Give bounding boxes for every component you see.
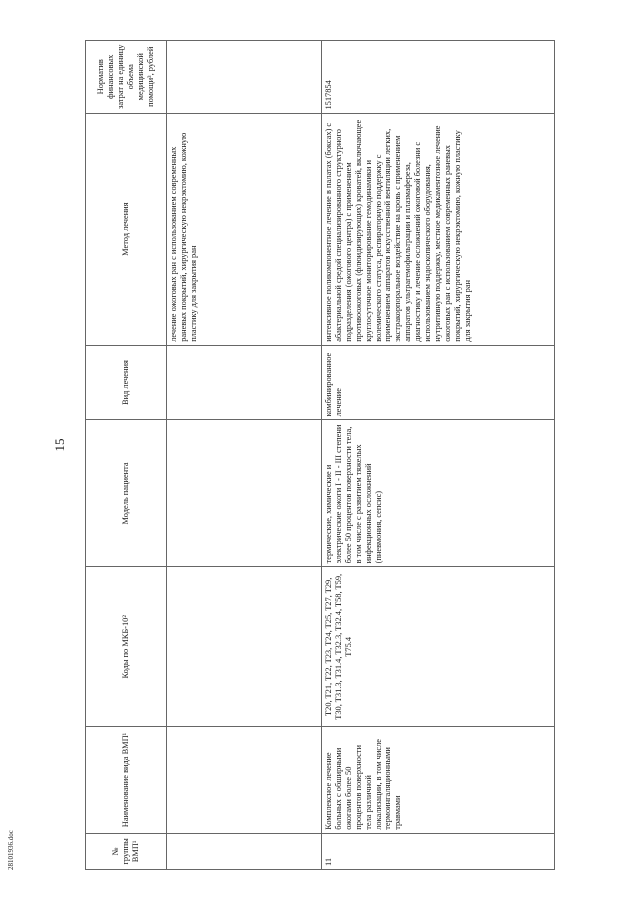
page-number: 15 <box>52 438 67 452</box>
cell-patient-model: термические, химические и электрические ожоги I - II - III степени более 50 процентов поверхности тела, в том числе с развитием тяжелых инфекционных осложнений (пневмония, сепсис) <box>322 420 555 567</box>
table-header-row <box>86 41 167 870</box>
cell-cost: 1517854 <box>322 41 555 114</box>
cell-method-continuation: лечение ожоговых ран с использованием современных раневых покрытий, хирургическую некрэктомию, кожную пластику для закрытия ран <box>167 113 322 345</box>
cell-empty <box>167 420 322 567</box>
header-codes: Коды по МКБ-10² <box>86 567 167 727</box>
header-group: № группы ВМП¹ <box>86 833 167 869</box>
cell-empty <box>167 833 322 869</box>
cell-treatment-type: комбинированное лечение <box>322 345 555 420</box>
header-cost: Норматив финансовых затрат на единицу объема медицинской помощи³, рублей <box>86 41 167 114</box>
header-treatment-type: Вид лечения <box>86 345 167 420</box>
cell-empty <box>167 41 322 114</box>
cell-empty <box>167 345 322 420</box>
rotated-table-container <box>85 40 565 870</box>
table-row-continuation <box>167 41 322 870</box>
cell-empty <box>167 727 322 834</box>
cell-method: интенсивное поликомпонентное лечение в палатах (боксах) с абактериальной средой специализированного структурного подразделения (ожогового центра) с применением противоожоговых (флюидизирующих) кроватей, включающее круглосуточное мониторирование гемодинамики и волемического статуса, респираторную поддержку с применением аппаратов искусственной вентиляции легких, экстракорпоральное воздействие на кровь с применением аппаратов ультрагемофильтрации и плазмафереза, диагностику и лечение осложнений ожоговой болезни с использованием эндоскопического оборудования, нутритивную поддержку, местное медикаментозное лечение ожоговых ран с использованием современных раневых покрытий, хирургическую некрэктомию, кожную пластику для закрытия ран <box>322 113 555 345</box>
cell-empty <box>167 567 322 727</box>
cell-codes: T20, T21, T22, T23, T24, T25, T27, T29, T30, T31.3, T31.4, T32.3, T32.4, T58, T59, T75.4 <box>322 567 555 727</box>
cell-name: Комплексное лечение больных с обширными ожогами более 50 процентов поверхности тела различной локализации, в том числе термоингаляционными травмами <box>322 727 555 834</box>
cell-group: 11 <box>322 833 555 869</box>
table-row <box>322 41 555 870</box>
footer-doc-code: 28101936.doc <box>7 830 15 870</box>
treatment-table <box>85 40 555 870</box>
header-name: Наименование вида ВМП¹ <box>86 727 167 834</box>
header-method: Метод лечения <box>86 113 167 345</box>
header-patient-model: Модель пациента <box>86 420 167 567</box>
